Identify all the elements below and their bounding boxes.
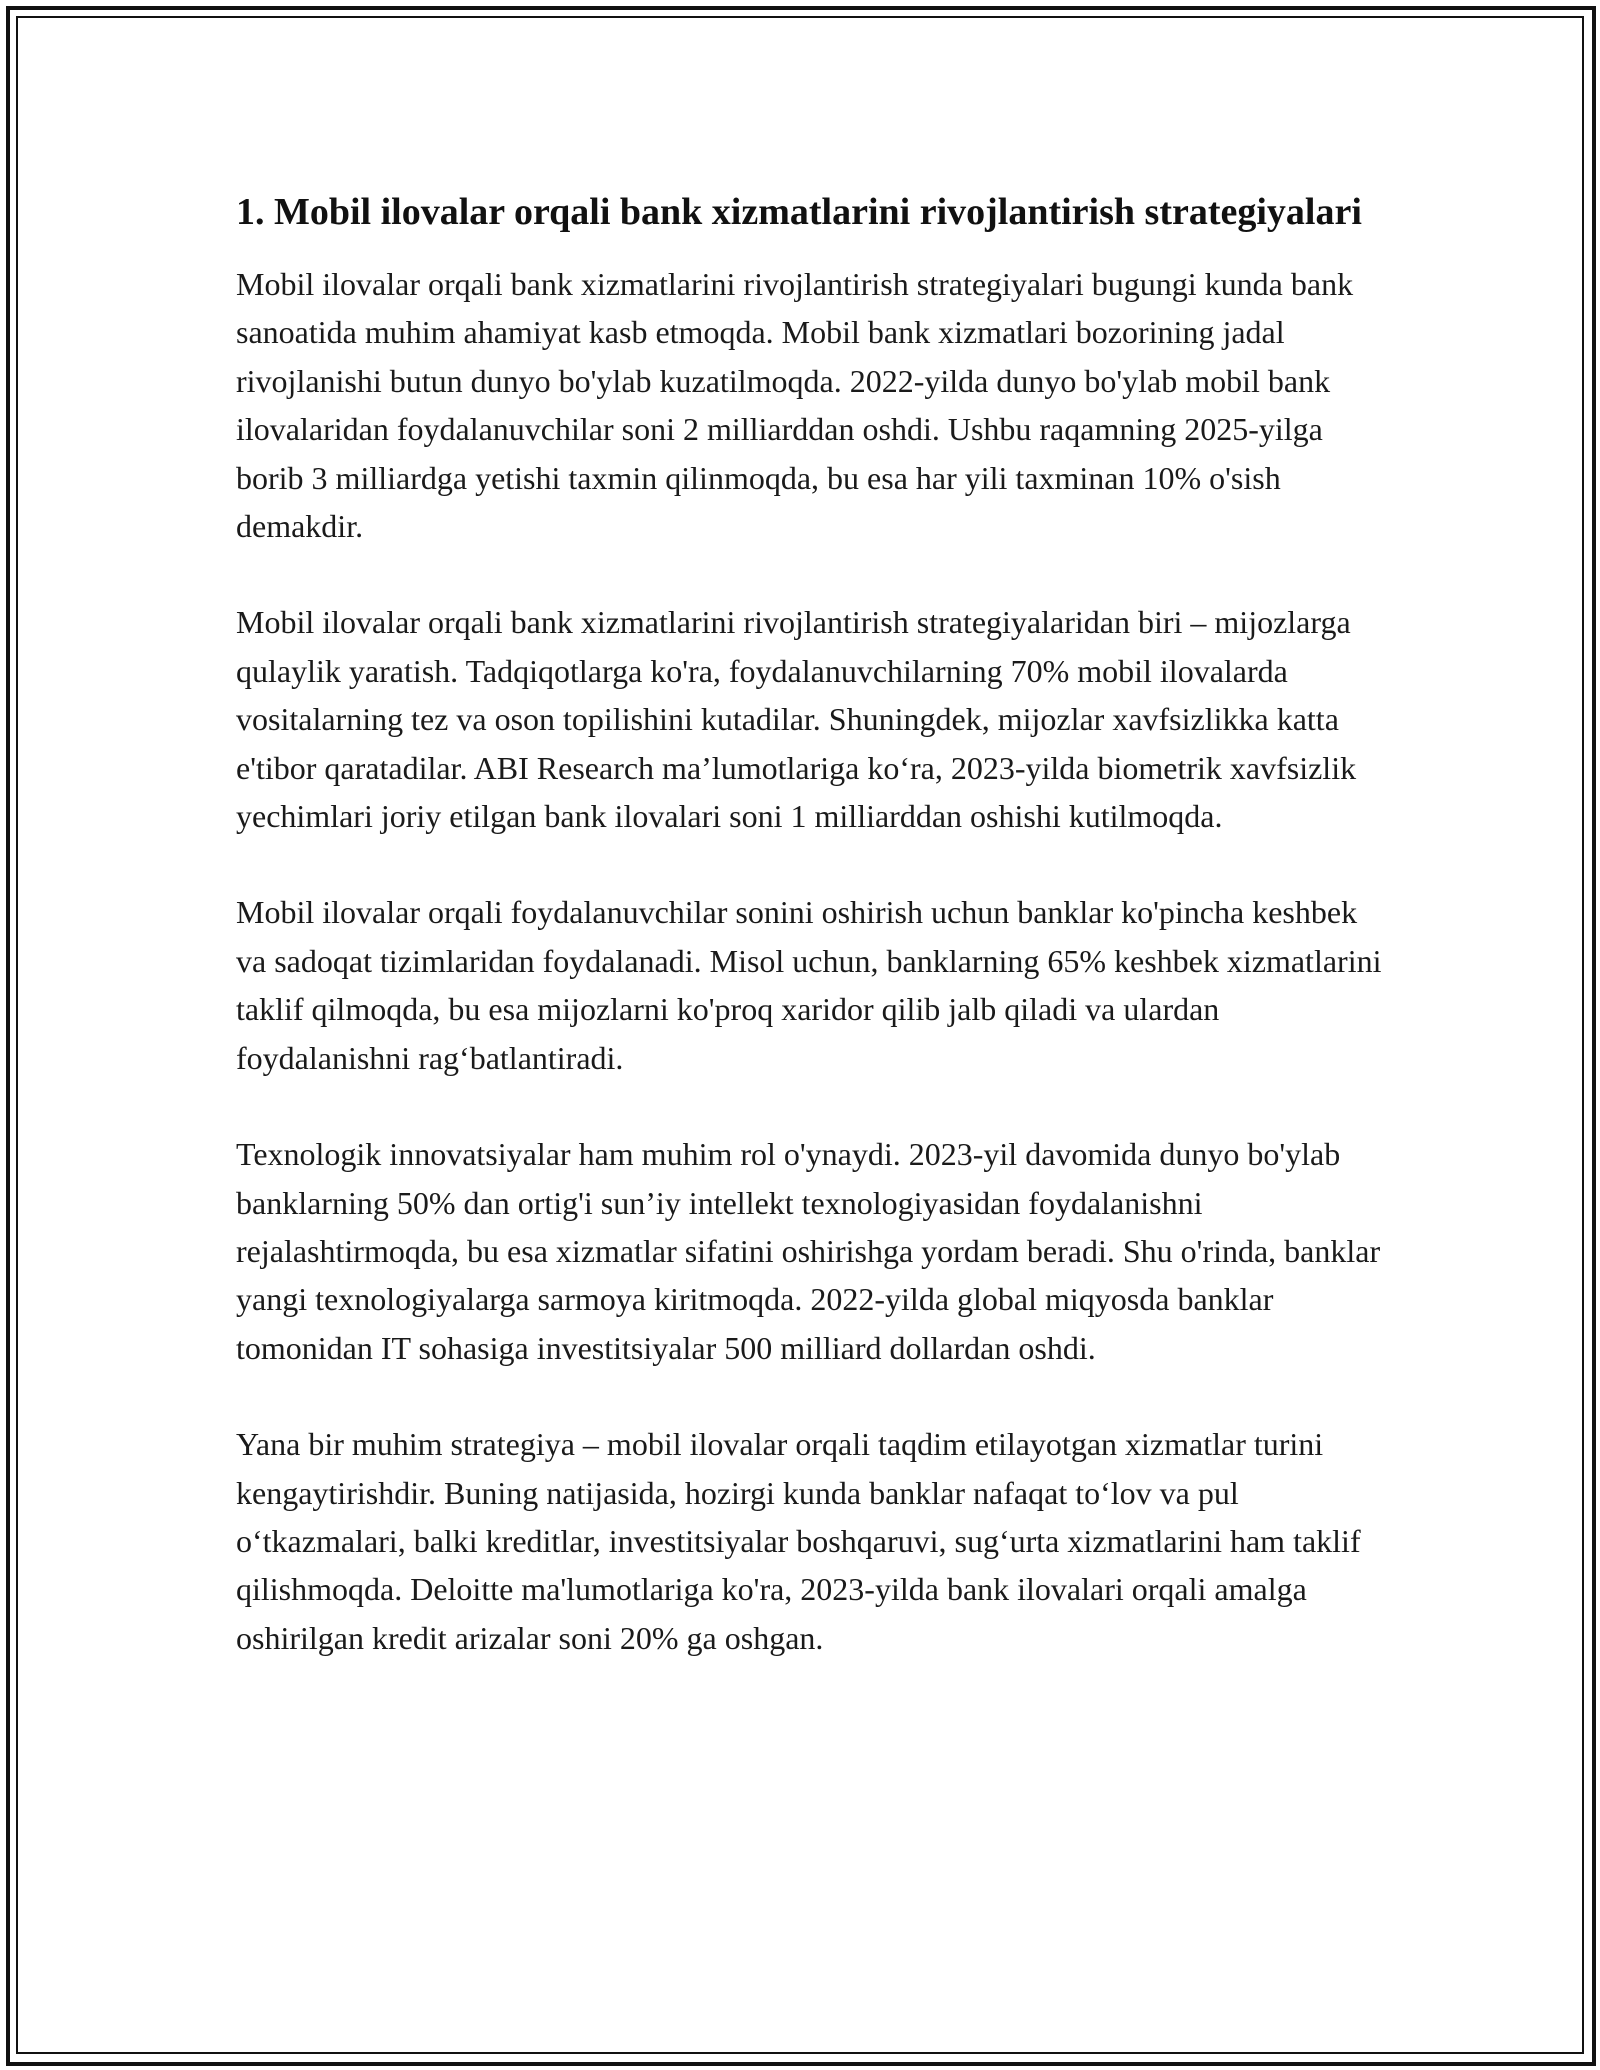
paragraph-5: Yana bir muhim strategiya – mobil ilovalar orqali taqdim etilayotgan xizmatlar turini kengaytirishdir. Buning natijasida, hozirgi kunda banklar nafaqat to‘lov va pul o‘tkazmalari, balki kreditlar, investitsiyalar boshqaruvi, sug‘urta xizmatlarini ham taklif qilishmoqda. Deloitte ma'lumotlariga ko'ra, 2023-yilda bank ilovalari orqali amalga oshirilgan kredit arizalar soni 20% ga oshgan. (236, 1426, 1361, 1656)
paragraph-3: Mobil ilovalar orqali foydalanuvchilar sonini oshirish uchun banklar ko'pincha keshbek va sadoqat tizimlaridan foydalanadi. Misol uchun, banklarning 65% keshbek xizmatlarini taklif qilmoqda, bu esa mijozlarni ko'proq xaridor qilib jalb qiladi va ulardan foydalanishni rag‘batlantiradi. (236, 894, 1382, 1076)
paragraph-2: Mobil ilovalar orqali bank xizmatlarini rivojlantirish strategiyalaridan biri – mijozlarga qulaylik yaratish. Tadqiqotlarga ko'ra, foydalanuvchilarning 70% mobil ilovalarda vositalarning tez va oson topilishini kutadilar. Shuningdek, mijozlar xavfsizlikka katta e'tibor qaratadilar. ABI Research ma’lumotlariga ko‘ra, 2023-yilda biometrik xavfsizlik yechimlari joriy etilgan bank ilovalari soni 1 milliarddan oshishi kutilmoqda. (236, 604, 1357, 835)
section-title: 1. Mobil ilovalar orqali bank xizmatlarini rivojlantirish strategiyalari (236, 191, 1362, 233)
paragraph-1: Mobil ilovalar orqali bank xizmatlarini rivojlantirish strategiyalari bugungi kunda bank sanoatida muhim ahamiyat kasb etmoqda. Mobil bank xizmatlari bozorining jadal rivojlanishi butun dunyo bo'ylab kuzatilmoqda. 2022-yilda dunyo bo'ylab mobil bank ilovalaridan foydalanuvchilar soni 2 milliarddan oshdi. Ushbu raqamning 2025-yilga borib 3 milliardga yetishi taxmin qilinmoqda, bu esa har yili taxminan 10% o'sish demakdir. (236, 266, 1354, 545)
paragraph-4: Texnologik innovatsiyalar ham muhim rol o'ynaydi. 2023-yil davomida dunyo bo'ylab banklarning 50% dan ortig'i sun’iy intellekt texnologiyasidan foydalanishni rejalashtirmoqda, bu esa xizmatlar sifatini oshirishga yordam beradi. Shu o'rinda, banklar yangi texnologiyalarga sarmoya kiritmoqda. 2022-yilda global miqyosda banklar tomonidan IT sohasiga investitsiyalar 500 milliard dollardan oshdi. (236, 1136, 1381, 1366)
document-body (236, 186, 1386, 1662)
